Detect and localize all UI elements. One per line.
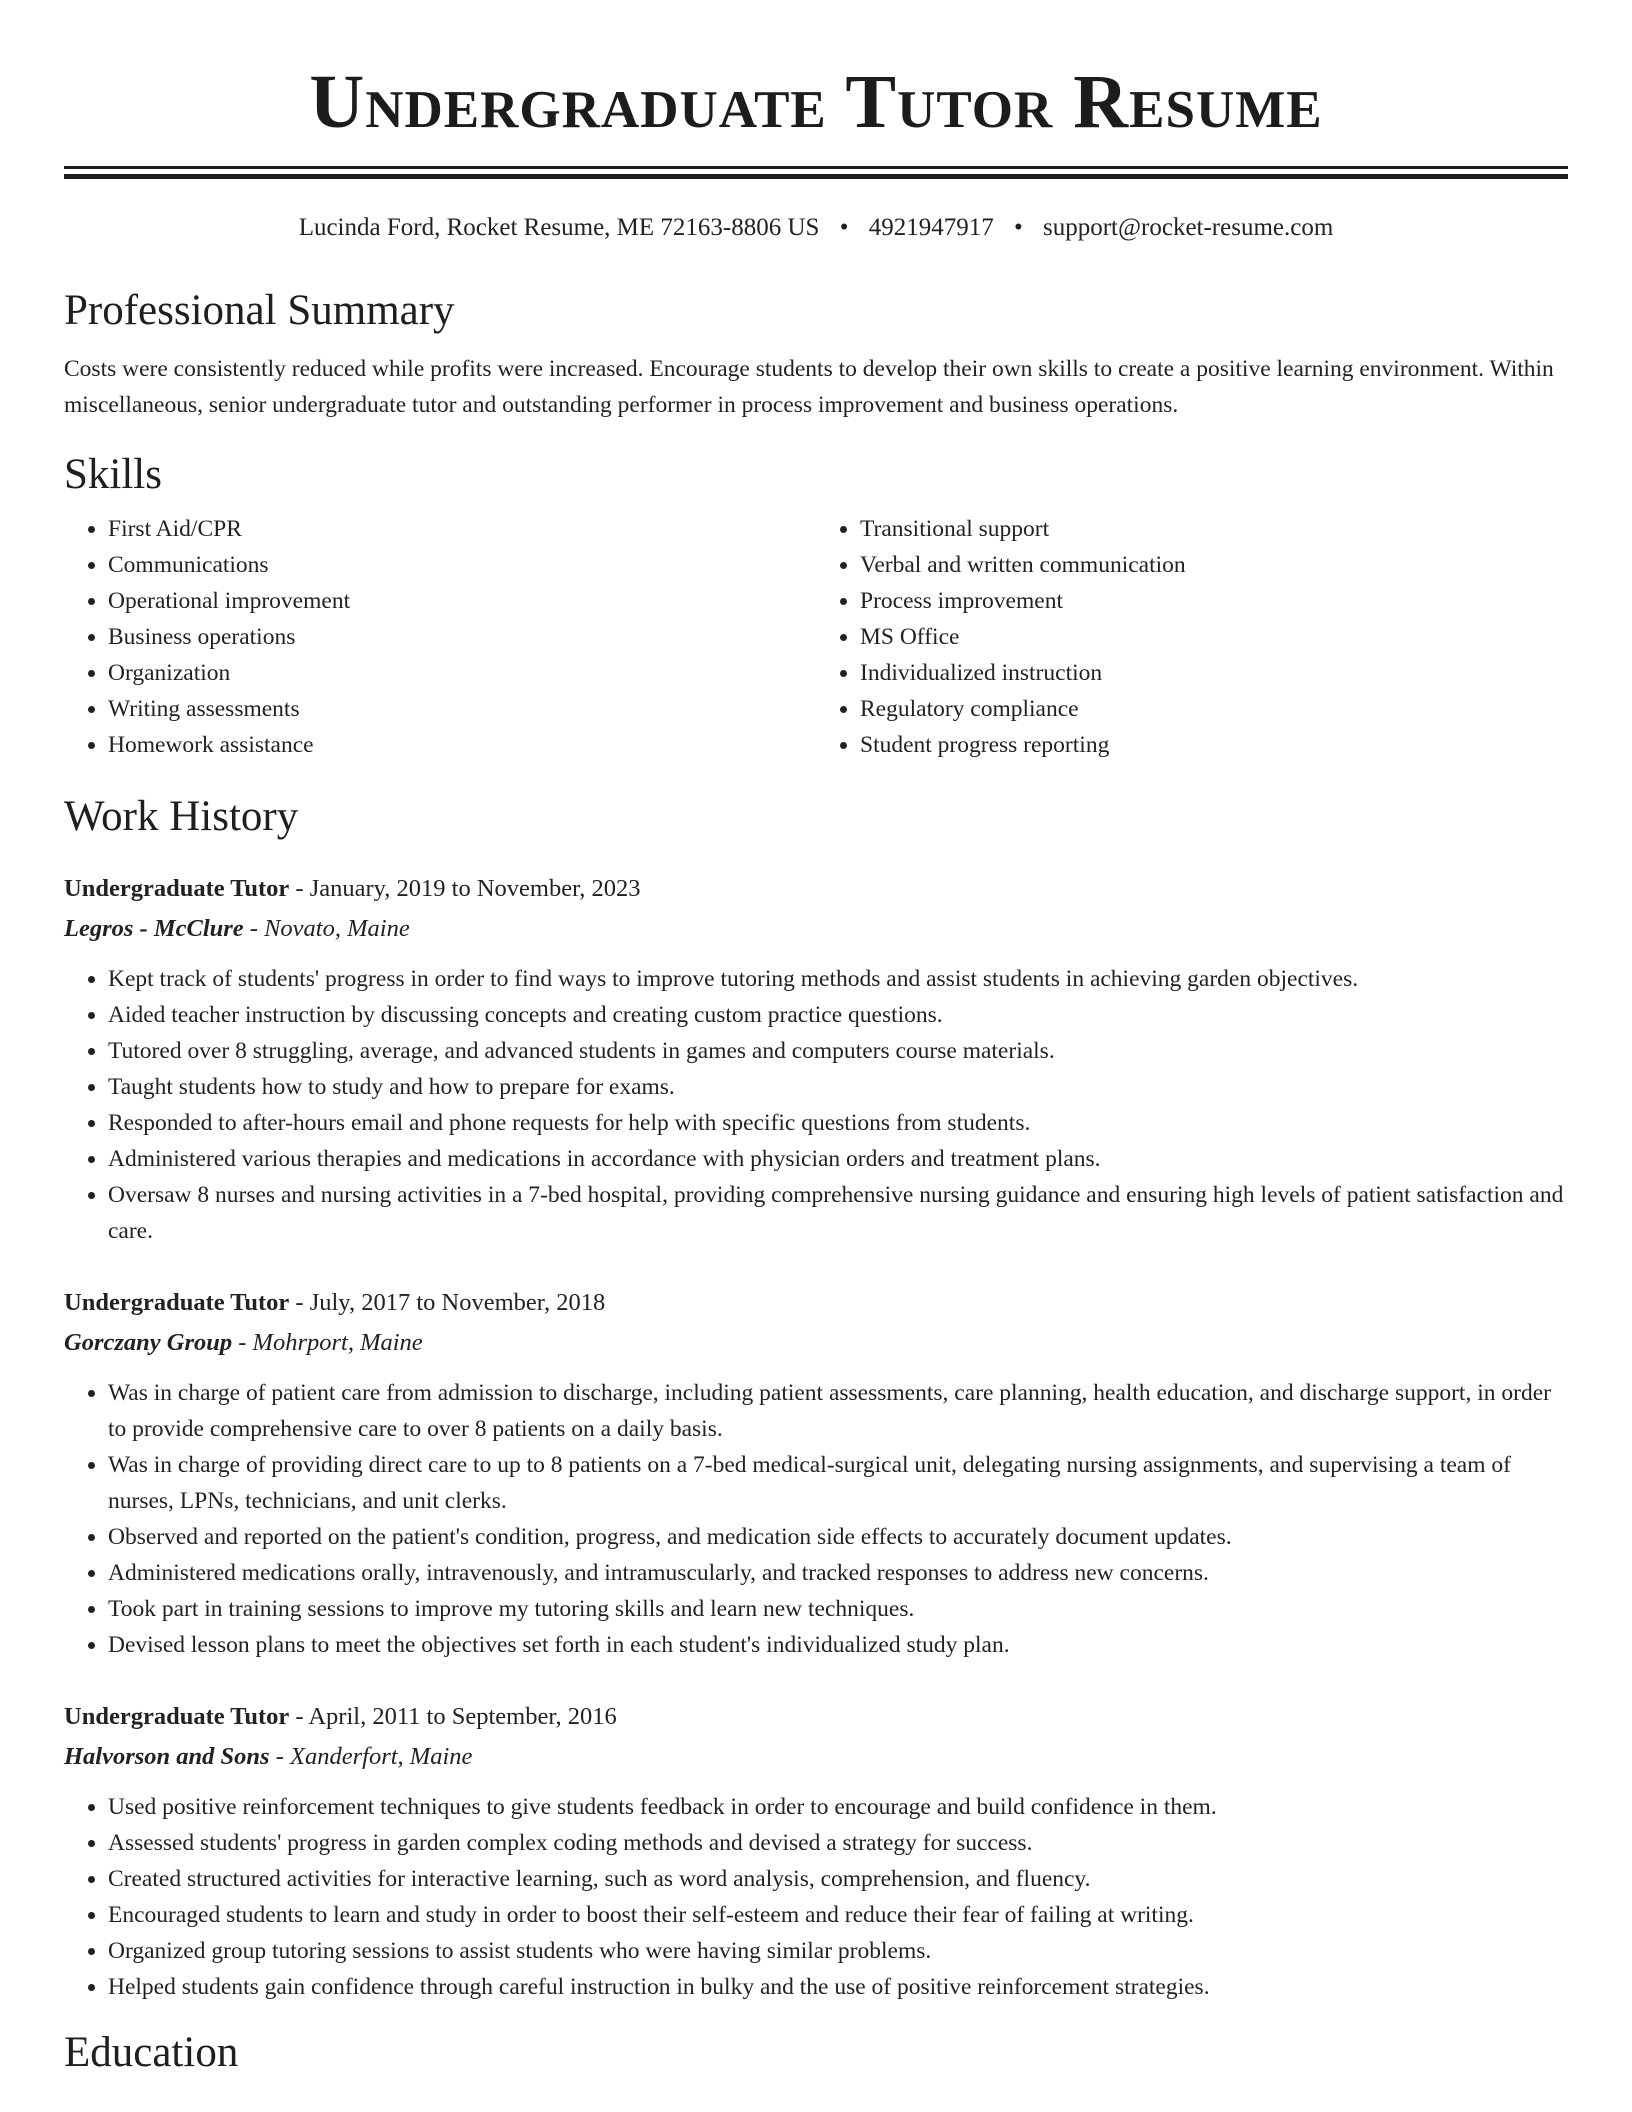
job-bullet: • Took part in training sessions to improve my tutoring skills and learn new techniques.: [108, 1591, 1568, 1627]
job-bullet: • Was in charge of providing direct care to up to 8 patients on a 7-bed medical-surgical unit, delegating nursing assignments, and supervising a team of nurses, LPNs, technicians, and unit clerks.: [108, 1447, 1568, 1519]
job-bullet: • Used positive reinforcement techniques to give students feedback in order to encourage and build confidence in them.: [108, 1789, 1568, 1825]
skill-item: • Operational improvement: [108, 583, 816, 619]
job-bullet: • Organized group tutoring sessions to assist students who were having similar problems.: [108, 1933, 1568, 1969]
job-bullet: • Assessed students' progress in garden complex coding methods and devised a strategy for success.: [108, 1825, 1568, 1861]
company-name: Halvorson and Sons: [64, 1743, 270, 1770]
skills-grid: [64, 511, 1568, 763]
job-bullets: [64, 1375, 1568, 1663]
skill-item: • Process improvement: [860, 583, 1568, 619]
section-heading-skills: Skills: [64, 451, 162, 498]
job-bullets: [64, 1789, 1568, 2005]
skill-item: • Writing assessments: [108, 691, 816, 727]
title-divider: [64, 166, 1568, 179]
contact-separator: •: [839, 214, 849, 241]
skill-item: • Student progress reporting: [860, 727, 1568, 763]
skill-item: • Organization: [108, 655, 816, 691]
skill-item: • Individualized instruction: [860, 655, 1568, 691]
job-header: [64, 1283, 1568, 1323]
job-header: [64, 869, 1568, 909]
contact-line: [64, 213, 1568, 243]
job-bullet: • Devised lesson plans to meet the objectives set forth in each student's individualized study plan.: [108, 1627, 1568, 1663]
job-bullet: • Responded to after-hours email and phone requests for help with specific questions from students.: [108, 1105, 1568, 1141]
contact-address: Lucinda Ford, Rocket Resume, ME 72163-8806 US: [298, 214, 820, 241]
skills-list-left: [64, 511, 816, 763]
job-bullet: • Taught students how to study and how to prepare for exams.: [108, 1069, 1568, 1105]
job-bullet: • Created structured activities for interactive learning, such as word analysis, comprehension, and fluency.: [108, 1861, 1568, 1897]
company-location: - Novato, Maine: [243, 915, 410, 942]
job-employer: [64, 1737, 1568, 1777]
section-heading-work-history: Work History: [64, 793, 299, 840]
skill-item: • Verbal and written communication: [860, 547, 1568, 583]
skill-item: • Business operations: [108, 619, 816, 655]
job-employer: [64, 909, 1568, 949]
job-bullet: • Was in charge of patient care from admission to discharge, including patient assessments, care planning, health education, and discharge support, in order to provide comprehensive care to over 8 patients on a daily basis.: [108, 1375, 1568, 1447]
company-name: Legros - McClure: [64, 915, 244, 942]
job-bullet: • Tutored over 8 struggling, average, and advanced students in games and computers course materials.: [108, 1033, 1568, 1069]
job-bullet: • Administered medications orally, intravenously, and intramuscularly, and tracked responses to address new concerns.: [108, 1555, 1568, 1591]
skill-item: • Communications: [108, 547, 816, 583]
job-entry: [64, 1697, 1568, 2005]
contact-email[interactable]: support@rocket-resume.com: [1043, 214, 1334, 241]
job-title: Undergraduate Tutor: [64, 1703, 290, 1730]
skill-item: • Regulatory compliance: [860, 691, 1568, 727]
job-dates: - January, 2019 to November, 2023: [289, 875, 641, 902]
skill-item: • First Aid/CPR: [108, 511, 816, 547]
job-bullet: • Kept track of students' progress in order to find ways to improve tutoring methods and assist students in achieving garden objectives.: [108, 961, 1568, 997]
skills-list-right: [816, 511, 1568, 763]
job-bullet: • Observed and reported on the patient's condition, progress, and medication side effects to accurately document updates.: [108, 1519, 1568, 1555]
job-dates: - April, 2011 to September, 2016: [289, 1703, 617, 1730]
section-heading-education: Education: [64, 2029, 239, 2076]
job-bullet: • Encouraged students to learn and study in order to boost their self-esteem and reduce their fear of failing at writing.: [108, 1897, 1568, 1933]
section-heading-summary: Professional Summary: [64, 287, 455, 334]
job-entry: [64, 869, 1568, 1249]
job-bullet: • Administered various therapies and medications in accordance with physician orders and treatment plans.: [108, 1141, 1568, 1177]
contact-separator: •: [1013, 214, 1023, 241]
company-name: Gorczany Group: [64, 1329, 233, 1356]
job-entry: [64, 1283, 1568, 1663]
job-bullets: [64, 961, 1568, 1249]
job-bullet: • Helped students gain confidence through careful instruction in bulky and the use of positive reinforcement strategies.: [108, 1969, 1568, 2005]
skill-item: • Homework assistance: [108, 727, 816, 763]
job-bullet: • Oversaw 8 nurses and nursing activities in a 7-bed hospital, providing comprehensive nursing guidance and ensuring high levels of patient satisfaction and care.: [108, 1177, 1568, 1249]
contact-phone: 4921947917: [868, 214, 994, 241]
job-header: [64, 1697, 1568, 1737]
job-employer: [64, 1323, 1568, 1363]
skill-item: • Transitional support: [860, 511, 1568, 547]
company-location: - Xanderfort, Maine: [269, 1743, 473, 1770]
skill-item: • MS Office: [860, 619, 1568, 655]
job-title: Undergraduate Tutor: [64, 875, 290, 902]
job-bullet: • Aided teacher instruction by discussing concepts and creating custom practice questions.: [108, 997, 1568, 1033]
resume-title: Undergraduate Tutor Resume: [309, 60, 1323, 144]
summary-text: Costs were consistently reduced while profits were increased. Encourage students to develop their own skills to create a positive learning environment. Within miscellaneous, senior undergraduate tutor and outstanding performer in process improvement and business operations.: [64, 356, 1554, 418]
job-dates: - July, 2017 to November, 2018: [289, 1289, 606, 1316]
job-title: Undergraduate Tutor: [64, 1289, 290, 1316]
company-location: - Mohrport, Maine: [232, 1329, 423, 1356]
